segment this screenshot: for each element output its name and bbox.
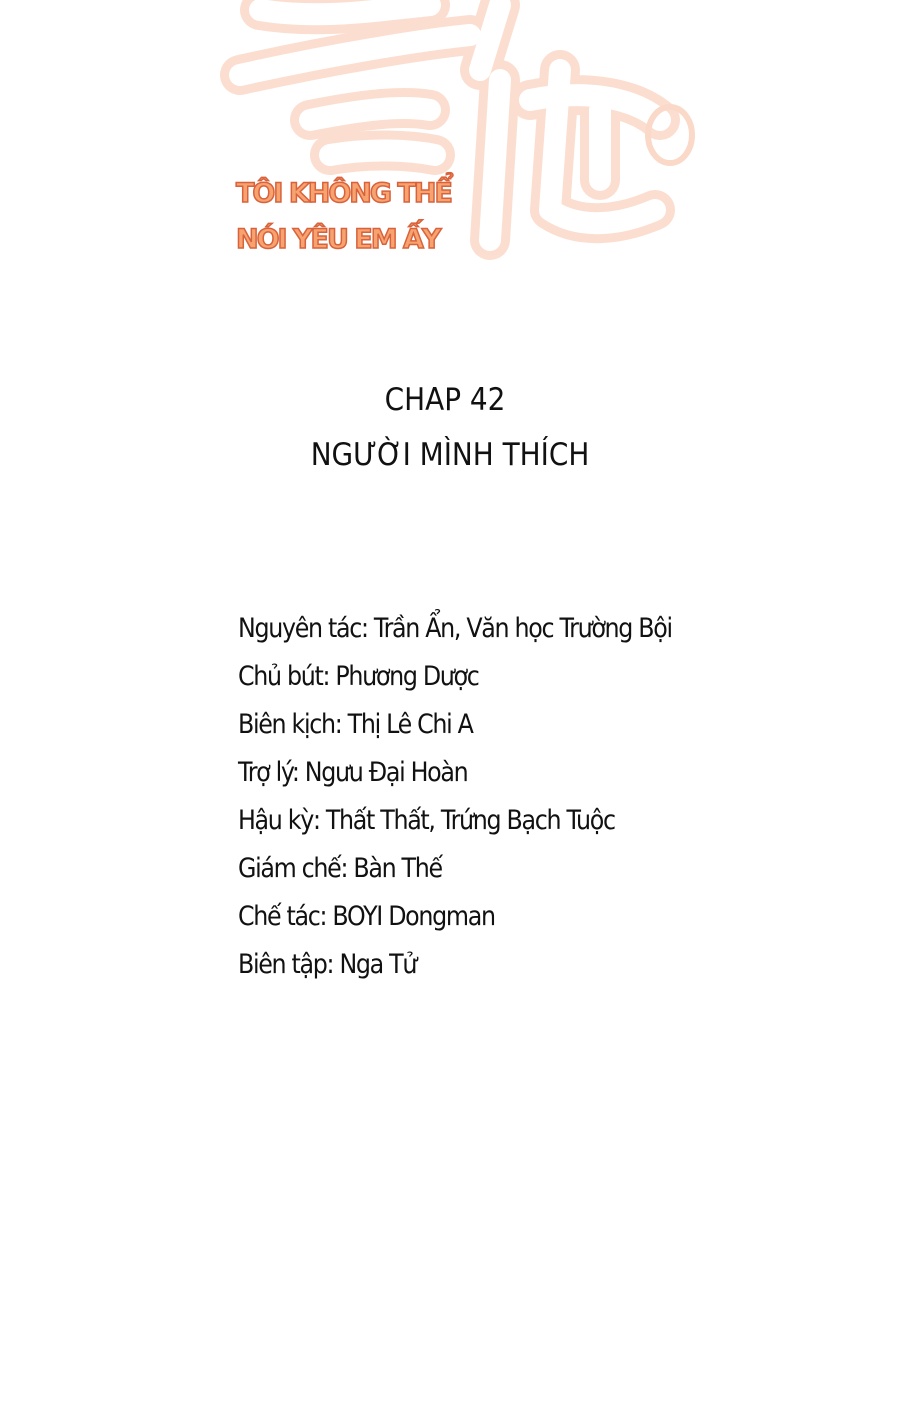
- credits-list: [238, 612, 838, 996]
- credit-line-editor: Biên tập: Nga Tử: [238, 949, 417, 980]
- chapter-title: NGƯỜI MÌNH THÍCH: [310, 437, 590, 473]
- credit-line-supervisor: Giám chế: Bàn Thế: [238, 853, 442, 884]
- credit-line-post-production: Hậu kỳ: Thất Thất, Trứng Bạch Tuộc: [238, 805, 615, 836]
- credit-line-screenwriter: Biên kịch: Thị Lê Chi A: [238, 709, 473, 740]
- credit-line-production: Chế tác: BOYI Dongman: [238, 901, 495, 932]
- credit-line-chief-writer: Chủ bút: Phương Dược: [238, 661, 479, 692]
- logo-title-line-1: TÔI KHÔNG THỂ: [236, 178, 451, 209]
- credit-line-original-author: Nguyên tác: Trần Ẩn, Văn học Trường Bội: [238, 613, 672, 644]
- credit-line-assistant: Trợ lý: Ngưu Đại Hoàn: [238, 757, 468, 788]
- logo-title-line-2: NÓI YÊU EM ẤY: [236, 224, 440, 255]
- chapter-number: CHAP 42: [384, 382, 506, 418]
